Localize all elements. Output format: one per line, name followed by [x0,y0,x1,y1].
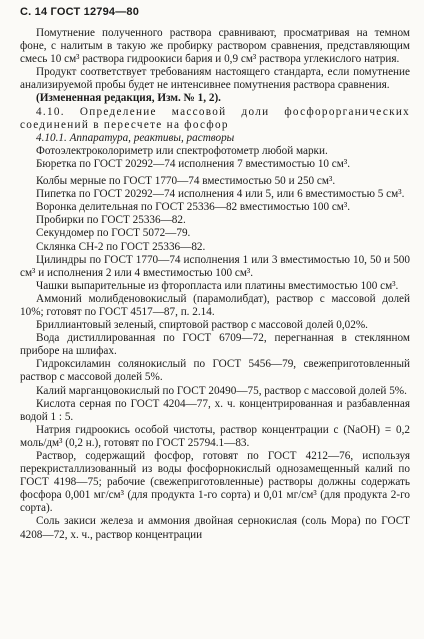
paragraph-p15: Чашки выпарительные из фторопласта или платины вместимостью 100 см³. [36,279,399,292]
paragraph-p17: Бриллиантовый зеленый, спиртовой раствор с массовой долей 0,02%. [36,319,368,332]
paragraph-p14: Цилиндры по ГОСТ 1770—74 исполнения 1 или 3 вместимостью 10, 50 и 500 см³ и исполнения 2 или 4 вместимостью 100 см³. [20,253,410,279]
paragraph-p19: Гидроксиламин солянокислый по ГОСТ 5456—79, свежеприготовленный раствор с массовой долей 5%. [20,358,410,384]
paragraph-p6: Фотоэлектроколориметр или спектрофотометр любой марки. [36,144,328,157]
paragraph-p8: Колбы мерные по ГОСТ 1770—74 вместимостью 50 и 250 см³. [36,175,336,188]
paragraph-p11: Пробирки по ГОСТ 25336—82. [36,214,186,227]
paragraph-p18: Вода дистиллированная по ГОСТ 6709—72, перегнанная в стеклянном приборе на шлифах. [20,332,410,358]
paragraph-p23: Раствор, содержащий фосфор, готовят по ГОСТ 4212—76, используя перекристаллизованный из воды фосфорнокислый однозамещенный калий по ГОСТ 4198—75; рабочие (свежеприготовленные) растворы должны содержать фосфора 0,001 мг/см³ (для продукта 1-го сорта) и 0,01 мг/см³ (для продукта 2-го сорта). [20,450,410,515]
paragraph-p20: Калий марганцовокислый по ГОСТ 20490—75, раствор с массовой долей 5%. [36,384,407,397]
paragraph-p2: Продукт соответствует требованиям настоящего стандарта, если помутнение анализируемой пробы будет не интенсивнее помутнения раствора сравнения. [20,66,410,92]
document-body [20,27,410,542]
paragraph-p3: (Измененная редакция, Изм. № 1, 2). [36,92,221,105]
page-header: С. 14 ГОСТ 12794—80 [20,6,140,18]
paragraph-p1: Помутнение полученного раствора сравнивают, просматривая на темном фоне, с налитым в такую же пробирку раствором сравнения, представляющим смесь 10 см³ раствора гидроокиси бария и 0,9 см³ раствора углекислого натрия. [20,27,410,66]
paragraph-p16: Аммоний молибденовокислый (парамолибдат), раствор с массовой долей 10%; готовят по ГОСТ 4517—87, п. 2.14. [20,292,410,318]
paragraph-p21: Кислота серная по ГОСТ 4204—77, х. ч. концентрированная и разбавленная водой 1 : 5. [20,397,410,423]
paragraph-p12: Секундомер по ГОСТ 5072—79. [36,227,191,240]
paragraph-p13: Склянка СН-2 по ГОСТ 25336—82. [36,240,206,253]
paragraph-p24: Соль закиси железа и аммония двойная сернокислая (соль Мора) по ГОСТ 4208—72, х. ч., раствор концентрации [20,515,410,541]
paragraph-p10: Воронка делительная по ГОСТ 25336—82 вместимостью 100 см³. [36,201,351,214]
paragraph-p5: 4.10.1. Аппаратура, реактивы, растворы [36,131,235,144]
paragraph-p4: 4.10. Определение массовой доли фосфорорганических соединений в пересчете на фосфор [20,105,410,131]
paragraph-p22: Натрия гидроокись особой чистоты, раствор концентрации с (NaOH) = 0,2 моль/дм³ (0,2 н.), готовят по ГОСТ 25794.1—83. [20,423,410,449]
paragraph-p9: Пипетка по ГОСТ 20292—74 исполнения 4 или 5, или 6 вместимостью 5 см³. [36,188,405,201]
paragraph-p7: Бюретка по ГОСТ 20292—74 исполнения 7 вместимостью 10 см³. [36,157,351,170]
